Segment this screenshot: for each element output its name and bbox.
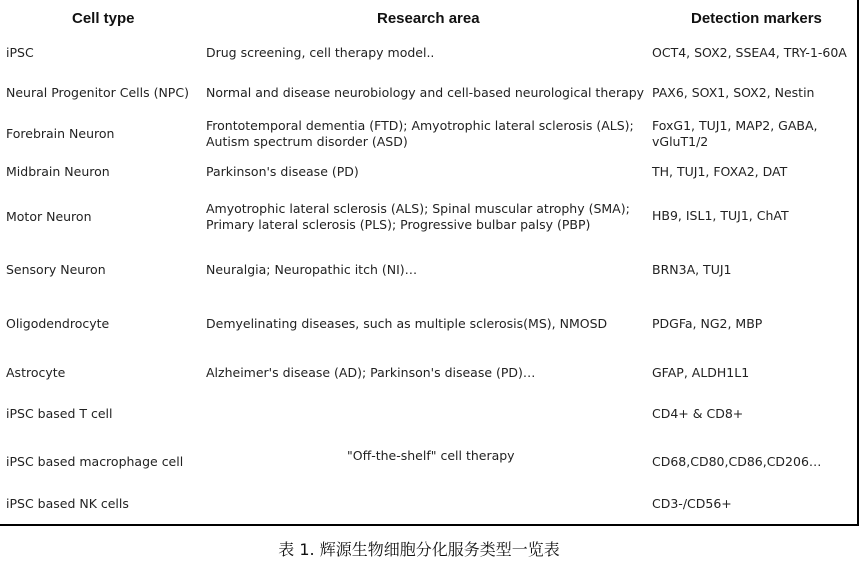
row-npc-research-area: Normal and disease neurobiology and cell-based neurological therapy <box>206 85 645 100</box>
row-motor-research-area-line2: Primary lateral sclerosis (PLS); Progressive bulbar palsy (PBP) <box>206 217 591 232</box>
header-research-area: Research area <box>377 10 480 27</box>
row-astrocyte-markers: GFAP, ALDH1L1 <box>652 365 750 380</box>
row-oligodendrocyte-cell-type: Oligodendrocyte <box>6 316 110 331</box>
row-oligodendrocyte-research-area: Demyelinating diseases, such as multiple sclerosis(MS), NMOSD <box>206 316 608 331</box>
row-sensory-research-area: Neuralgia; Neuropathic itch (NI)… <box>206 262 418 277</box>
row-macrophage-markers: CD68,CD80,CD86,CD206… <box>652 454 822 469</box>
row-t-cell-cell-type: iPSC based T cell <box>6 406 113 421</box>
row-motor-cell-type: Motor Neuron <box>6 209 92 224</box>
row-midbrain-cell-type: Midbrain Neuron <box>6 164 110 179</box>
row-npc-markers: PAX6, SOX1, SOX2, Nestin <box>652 85 815 100</box>
row-nk-cell-type: iPSC based NK cells <box>6 496 129 511</box>
row-motor-research-area-line1: Amyotrophic lateral sclerosis (ALS); Spinal muscular atrophy (SMA); <box>206 201 630 216</box>
row-forebrain-markers-line1: FoxG1, TUJ1, MAP2, GABA, <box>652 118 818 133</box>
row-astrocyte-research-area: Alzheimer's disease (AD); Parkinson's disease (PD)… <box>206 365 536 380</box>
row-motor-markers: HB9, ISL1, TUJ1, ChAT <box>652 208 789 223</box>
header-detection-markers: Detection markers <box>691 10 822 27</box>
row-forebrain-markers-line2: vGluT1/2 <box>652 134 709 149</box>
row-ipsc-research-area: Drug screening, cell therapy model.. <box>206 45 435 60</box>
row-midbrain-research-area: Parkinson's disease (PD) <box>206 164 359 179</box>
row-astrocyte-cell-type: Astrocyte <box>6 365 66 380</box>
row-oligodendrocyte-markers: PDGFa, NG2, MBP <box>652 316 763 331</box>
row-t-cell-markers: CD4+ & CD8+ <box>652 406 744 421</box>
row-ipsc-markers: OCT4, SOX2, SSEA4, TRY-1-60A <box>652 45 847 60</box>
header-cell-type: Cell type <box>72 10 135 27</box>
row-macrophage-cell-type: iPSC based macrophage cell <box>6 454 184 469</box>
row-ipsc-cell-type: iPSC <box>6 45 34 60</box>
row-forebrain-cell-type: Forebrain Neuron <box>6 126 115 141</box>
row-forebrain-research-area-line1: Frontotemporal dementia (FTD); Amyotrophic lateral sclerosis (ALS); <box>206 118 634 133</box>
row-macrophage-research-area: "Off-the-shelf" cell therapy <box>347 448 515 463</box>
row-midbrain-markers: TH, TUJ1, FOXA2, DAT <box>652 164 788 179</box>
row-sensory-markers: BRN3A, TUJ1 <box>652 262 732 277</box>
table-caption: 表 1. 辉源生物细胞分化服务类型一览表 <box>278 540 560 559</box>
row-nk-markers: CD3-/CD56+ <box>652 496 732 511</box>
row-npc-cell-type: Neural Progenitor Cells (NPC) <box>6 85 189 100</box>
row-forebrain-research-area-line2: Autism spectrum disorder (ASD) <box>206 134 408 149</box>
row-sensory-cell-type: Sensory Neuron <box>6 262 106 277</box>
